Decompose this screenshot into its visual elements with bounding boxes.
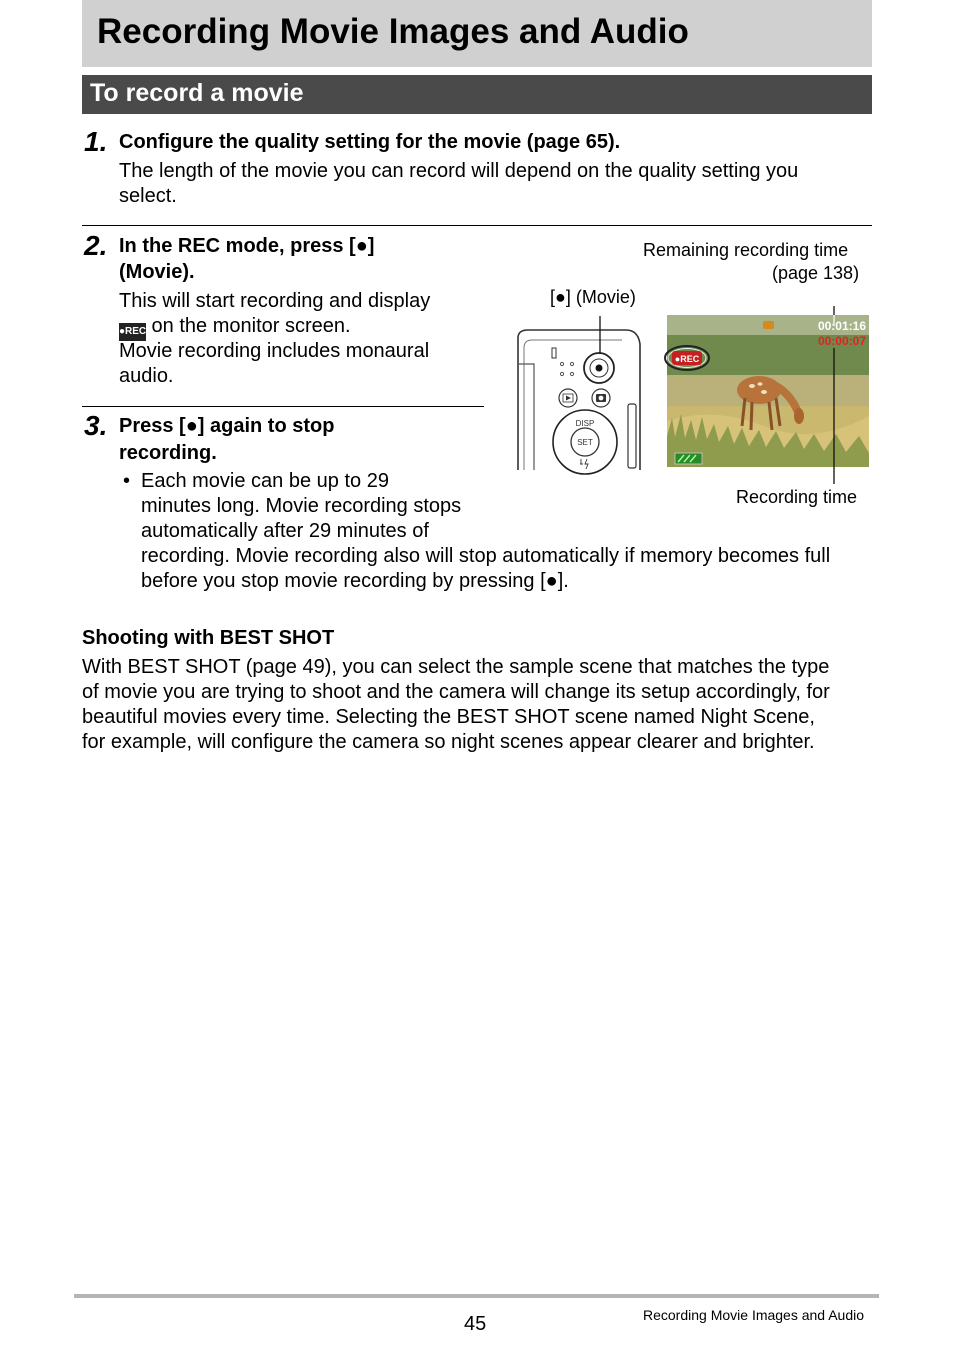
step-2-body-line: This will start recording and display — [119, 290, 431, 312]
divider — [82, 225, 872, 226]
set-label: SET — [577, 438, 593, 447]
callout-recording-time: Recording time — [736, 487, 858, 507]
step-3-bullet-line: recording. Movie recording also will stop automatically if memory becomes full — [141, 545, 831, 567]
step-2-title: (Movie). — [119, 261, 195, 283]
step-2-body-line: Movie recording includes monaural — [119, 340, 430, 362]
step-2-body-text: on the monitor screen. — [146, 315, 351, 337]
bestshot-line: beautiful movies every time. Selecting the BEST SHOT scene named Night Scene, — [82, 706, 815, 728]
camera-illustration — [514, 306, 874, 484]
bestshot-heading: Shooting with BEST SHOT — [82, 627, 335, 649]
callout-remaining-time: Remaining recording time — [643, 240, 849, 260]
step-3-title: Press [●] again to stop — [119, 415, 335, 437]
step-2-number: 2. — [84, 230, 108, 261]
step-3-bullet-line: minutes long. Movie recording stops — [141, 495, 462, 517]
bestshot-line: for example, will configure the camera so night scenes appear clearer and brighter. — [82, 731, 815, 753]
section-title: To record a movie — [90, 79, 304, 107]
page-title: Recording Movie Images and Audio — [97, 12, 689, 51]
step-2-body-line: audio. — [119, 365, 174, 387]
disp-label: DISP — [575, 419, 595, 428]
bestshot-line: With BEST SHOT (page 49), you can select the sample scene that matches the type — [82, 656, 830, 678]
step-2-body-line — [119, 314, 351, 341]
callout-movie-button: [●] (Movie) — [550, 287, 636, 307]
bestshot-line: of movie you are trying to shoot and the camera will change its setup accordingly, for — [82, 681, 830, 703]
divider — [82, 406, 484, 407]
footer-rule — [74, 1294, 879, 1298]
step-3-title: recording. — [119, 442, 217, 464]
step-2-title: In the REC mode, press [●] — [119, 235, 375, 257]
step-3-bullet-line: automatically after 29 minutes of — [141, 520, 429, 542]
step-3-bullet-line: Each movie can be up to 29 — [141, 470, 389, 492]
step-1-body-line: The length of the movie you can record will depend on the quality setting you — [119, 160, 799, 182]
step-1-number: 1. — [84, 126, 108, 157]
step-1-title: Configure the quality setting for the movie (page 65). — [119, 131, 621, 153]
step-1-body-line: select. — [119, 185, 177, 207]
step-3-number: 3. — [84, 410, 108, 441]
footer-title: Recording Movie Images and Audio — [643, 1307, 865, 1323]
bullet-marker: • — [123, 470, 131, 492]
callout-remaining-page: (page 138) — [772, 263, 860, 283]
screen-rec-indicator: ●REC — [674, 354, 700, 364]
movie-rec-icon: ●REC — [119, 323, 146, 341]
screen-remaining-time: 00:01:16 — [817, 319, 866, 333]
step-3-bullet-line: before you stop movie recording by pressing [●]. — [141, 570, 569, 592]
page-number: 45 — [464, 1313, 487, 1335]
screen-elapsed-time: 00:00:07 — [817, 334, 866, 348]
